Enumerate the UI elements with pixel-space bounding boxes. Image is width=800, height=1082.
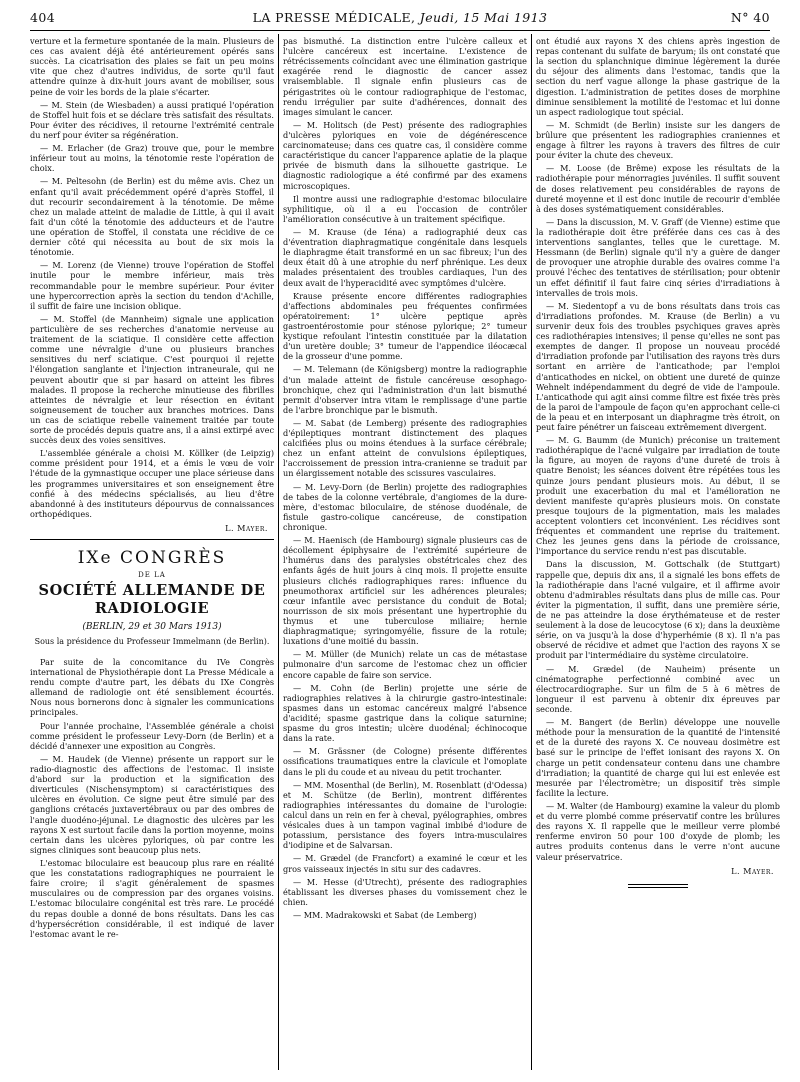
congress-number: IXe CONGRÈS bbox=[77, 548, 227, 569]
paragraph: — Dans la discussion, M. V. Graff (de Vienne) estime que la radiothérapie doit être préférée dans ces cas à des interventions sanglantes, telles que le curettage. M. Hessmann (de Berlin) signale qu'il n'y a guère de danger de provoquer une atrophie durable des ovaires comme l'a prouvé l'échec des tentatives de stérilisation; pour obtenir un effet définitif il faut faire cinq séries d'irradiations à intervalles de trois mois. bbox=[536, 216, 780, 298]
paragraph: — M. Sabat (de Lemberg) présente des radiographies d'épileptiques montrant distinctement des plaques calcifiées plus ou moins étendues à la surface cérébrale; chez un enfant atteint de convulsions épileptiques, l'accroissement de pression intra-cranienne se traduit par un élargissement notable des scissures vasculaires. bbox=[283, 417, 527, 479]
congress-de: DE LA bbox=[138, 571, 166, 580]
header-rule bbox=[30, 30, 770, 31]
paragraph: — M. Siedentopf a vu de bons résultats dans trois cas d'irradiations profondes. M. Krause (de Berlin) a vu survenir deux fois des troubles psychiques graves après ces radiothérapies intensives; il pense qu'elles ne sont pas exemptes de danger. Il propose un nouveau procédé d'irradiation profonde par l'utilisation des rayons très durs sortant en arrière de l'anticathode; par l'emploi d'anticathodes en nickel, on obtient une dureté de quinze Wehnelt indépendamment du degré de vide de l'ampoule. L'anticathode qui agit ainsi comme filtre est fixée très près de la paroi de l'ampoule de façon qu'en approchant celle-ci de la peau et en interposant un diaphragme très étroit, on peut faire pénétrer un faisceau extrêmement divergent. bbox=[536, 300, 780, 433]
paragraph: — M. Krause (de Iéna) a radiographié deux cas d'éventration diaphragmatique congénitale dans lesquels le diaphragme était transformé en un sac fibreux; l'un des deux était dû à une atrophie du nerf phrénique. Les deux malades présentaient des troubles cardiaques, l'un des deux avait de l'hyperacidité avec symptômes d'ulcère. bbox=[283, 226, 527, 288]
paragraph: — M. Peltesohn (de Berlin) est du même avis. Chez un enfant qu'il avait précédemment opéré d'après Stoffel, il dut recourir secondairement à la ténotomie. De même chez un malade atteint de maladie de Little, à qui il avait fait d'un côté la ténotomie des adducteurs et de l'autre une opération de Stoffel, il constata une récidive de ce dernier côté qui nécessita au bout de six mois la ténotomie. bbox=[30, 176, 274, 258]
column-divider bbox=[531, 34, 532, 1070]
column-2 bbox=[283, 36, 527, 1066]
section-rule bbox=[30, 539, 274, 540]
paragraph: Par suite de la concomitance du IVe Congrès international de Physiothérapie dont La Presse Médicale a rendu compte d'autre part, les débats du IXe Congrès allemand de radiologie ont été sensiblement écourtés. Nous nous bornerons donc à signaler les communications principales. bbox=[30, 656, 274, 718]
paragraph: — M. Haudek (de Vienne) présente un rapport sur le radio-diagnostic des affections de l'estomac. Il insiste d'abord sur la production et la signification des diverticules (Nischensymptom) si caractéristiques des ulcères en évolution. Ce signe peut être simulé par des ganglions crétacés juxtavertébraux ou par des ombres de l'angle duodéno-jéjunal. Le diagnostic des ulcères par les rayons X est surtout facile dans la portion moyenne, moins certain dans les ulcères pyloriques, où par contre les signes cliniques sont beaucoup plus nets. bbox=[30, 753, 274, 855]
paragraph: — M. Stein (de Wiesbaden) a aussi pratiqué l'opération de Stoffel huit fois et se déclare très satisfait des résultats. Pour éviter des récidives, il retourne l'extrémité centrale du nerf pour éviter sa régénération. bbox=[30, 99, 274, 140]
paragraph: — M. Walter (de Hambourg) examine la valeur du plomb et du verre plombé comme préservatif contre les brûlures des rayons X. Il rappelle que le meilleur verre plombé renferme environ 50 pour 100 d'oxyde de plomb; les autres produits contenus dans le verre n'ont aucune valeur préservatrice. bbox=[536, 800, 780, 862]
paragraph: Pour l'année prochaine, l'Assemblée générale a choisi comme président le professeur Levy-Dorn (de Berlin) et a décidé d'annexer une exposition au Congrès. bbox=[30, 720, 274, 751]
column-1 bbox=[30, 36, 274, 1066]
page-header bbox=[30, 10, 770, 28]
paragraph: — M. Erlacher (de Graz) trouve que, pour le membre inférieur tout au moins, la ténotomie reste l'opération de choix. bbox=[30, 143, 274, 174]
column-divider bbox=[278, 34, 279, 1070]
congress-heading bbox=[30, 548, 274, 647]
paragraph: — M. Hesse (d'Utrecht), présente des radiographies établissant les diverses phases du vomissement chez le chien. bbox=[283, 876, 527, 907]
paragraph: — M. Telemann (de Königsberg) montre la radiographie d'un malade atteint de fistule cancéreuse œsophago-bronchique, chez qui l'administration d'un lait bismuthé permit d'observer intra vitam le remplissage d'une partie de l'arbre bronchique par le bismuth. bbox=[283, 364, 527, 415]
paragraph: ont étudié aux rayons X des chiens après ingestion de repas contenant du sulfate de baryum; ils ont constaté que la section du splanchnique diminue légèrement la durée du séjour des aliments dans l'estomac, tandis que la section du nerf vague allonge la phase gastrique de la digestion. L'administration de petites doses de morphine diminue sensiblement la motilité de l'estomac et lui donne un aspect radiologique tout spécial. bbox=[536, 36, 780, 117]
paragraph: Krause présente encore différentes radiographies d'affections abdominales peu fréquentes confirmées opératoirement: 1° ulcère peptique après gastroentérostomie pour sténose pylorique; 2° tumeur kystique refoulant l'intestin constituée par la dilatation d'un uretère double; 3° tumeur de l'appendice iléocæcal de la grosseur d'une pomme. bbox=[283, 290, 527, 362]
signature: L. Mayer. bbox=[731, 865, 774, 876]
issue-number: N° 40 bbox=[730, 10, 770, 25]
paragraph: — M. G. Baumm (de Munich) préconise un traitement radiothérapique de l'acné vulgaire par irradiation de toute la figure, au moyen de rayons d'une dureté de trois à quatre Benoist; les séances doivent être répétées tous les quinze jours pendant plusieurs mois. Au début, il se produit une exacerbation du mal et l'amélioration ne devient manifeste qu'après plusieurs mois. On constate presque toujours de la pigmentation, mais les malades acceptent volontiers cet inconvénient. Les récidives sont fréquentes et commandent une reprise du traitement. Chez les jeunes gens dans la période de croissance, l'importance du service rendu n'est pas discutable. bbox=[536, 435, 780, 557]
paragraph: L'estomac biloculaire est beaucoup plus rare en réalité que les constatations radiographiques ne pourraient le faire croire; il s'agit généralement de spasmes musculaires ou de compression par des organes voisins. L'estomac biloculaire congénital est très rare. Le procédé du repas double a donné de bons résultats. Dans les cas d'hypersécrétion considérable, il est indiqué de laver l'estomac avant le re- bbox=[30, 857, 274, 939]
paragraph: — M. Loose (de Brême) expose les résultats de la radiothérapie pour ménorragies juvéniles. Il suffit souvent de doses relativement peu considérables de rayons de dureté moyenne et il est donc inutile de recourir d'emblée à des doses systématiquement considérables. bbox=[536, 163, 780, 214]
paragraph: — M. Bangert (de Berlin) développe une nouvelle méthode pour la mensuration de la quantité de l'intensité et de la dureté des rayons X. Ce nouveau dosimètre est basé sur le principe de l'effet ionisant des rayons X. On charge un petit condensateur contenu dans une chambre d'irradiation; la quantité de charge qui lui est enlevée est mesurée par l'électromètre; un dispositif très simple facilite la lecture. bbox=[536, 717, 780, 798]
journal-name: LA PRESSE MÉDICALE, bbox=[252, 10, 416, 25]
paragraph: — MM. Mosenthal (de Berlin), M. Rosenblatt (d'Odessa) et M. Schütze (de Berlin), montrent différentes radiographies intéressantes du domaine de l'urologie: calcul dans un rein en fer à cheval, pyélographies, ombres vésicales dues à un tampon vaginal imbibé d'iodure de potassium, persistance des foyers intra-musculaires d'iodipine et de Salvarsan. bbox=[283, 779, 527, 851]
end-ornament bbox=[628, 884, 688, 888]
paragraph: — M. Stoffel (de Mannheim) signale une application particulière de ses recherches d'anatomie nerveuse au traitement de la sciatique. Il considère cette affection comme une névralgie d'une ou plusieurs branches sensitives du nerf sciatique. C'est pourquoi il rejette l'élongation sanglante et l'injection intraneurale, qui ne peuvent aboutir que si par hasard on atteint les fibres malades. Il propose la recherche minutieuse des fibrilles atteintes de névralgie et leur résection en évitant soigneusement de toucher aux branches motrices. Dans un cas de sciatique rebelle vainement traitée par toute sorte de procédés depuis quatre ans, il a ainsi extirpé avec succès deux des voies sensitives. bbox=[30, 313, 274, 446]
running-title bbox=[30, 10, 770, 25]
paragraph: verture et la fermeture spontanée de la main. Plusieurs de ces cas avaient déjà été antérieurement opérés sans succès. La cicatrisation des plaies se fait un peu moins vite que chez d'autres individus, de sorte qu'il faut attendre quinze à dix-huit jours avant de mobiliser, sous peine de voir les bords de la plaie s'écarter. bbox=[30, 36, 274, 97]
column-3 bbox=[536, 36, 780, 1066]
paragraph: — M. Haenisch (de Hambourg) signale plusieurs cas de décollement épiphysaire de l'extrémité supérieure de l'humérus dans des paralysies obstétricales chez des enfants âgés de huit jours à cinq mois. Il projette ensuite plusieurs clichés radiographiques rares: influence du pneumothorax artificiel sur les adhérences pleurales; cœur infantile avec persistance du conduit de Botal; nourrisson de six mois présentant une hypertrophie du thymus et une tuberculose miliaire; hernie diaphragmatique; syringomyélie, fissure de la rotule; luxations d'une moitié du bassin. bbox=[283, 535, 527, 647]
paragraph: L'assemblée générale a choisi M. Köllker (de Leipzig) comme président pour 1914, et a émis le vœu de voir l'étude de la gymnastique occuper une place sérieuse dans les programmes universitaires et son enseignement être confié à des médecins spécialisés, au lieu d'être abandonné à des instituteurs dépourvus de connaissances orthopédiques. bbox=[30, 448, 274, 519]
paragraph: Dans la discussion, M. Gottschalk (de Stuttgart) rappelle que, depuis dix ans, il a signalé les bons effets de la radiothérapie dans l'acné vulgaire, et il affirme avoir obtenu d'admirables résultats dans plus de mille cas. Pour éviter la pigmentation, il suffit, dans une première série, de ne pas atteindre la dose érythémateuse et de rester seulement à la dose de leucocytose (6 x); dans la deuxième série, on va jusqu'à la dose d'hyperhémie (8 x). Il n'a pas observé de récidive et admet que l'action des rayons X se produit par l'intermédiaire du système circulatoire. bbox=[536, 559, 780, 661]
paragraph: — M. Levy-Dorn (de Berlin) projette des radiographies de tabes de la colonne vertébrale, d'angiomes de la dure-mère, d'estomac biloculaire, de sténose duodénale, de fistule gastro-colique cancéreuse, de constipation chronique. bbox=[283, 481, 527, 533]
paragraph: — M. Holitsch (de Pest) présente des radiographies d'ulcères pyloriques en voie de dégénérescence carcinomateuse; dans ces quatre cas, il considère comme caractéristique du cancer l'apparence aplatie de la plaque privée de bismuth dans la silhouette gastrique. Le diagnostic radiologique a été confirmé par des examens microscopiques. bbox=[283, 119, 527, 191]
paragraph: Il montre aussi une radiographie d'estomac biloculaire syphilitique, où il a eu l'occasion de contrôler l'amélioration consécutive à un traitement spécifique. bbox=[283, 193, 527, 224]
paragraph: — M. Schmidt (de Berlin) insiste sur les dangers de brûlure que présentent les radiographies craniennes et engage à filtrer les rayons à travers des filtres de cuir pour éviter la chute des cheveux. bbox=[536, 119, 780, 161]
congress-location: (BERLIN, 29 et 30 Mars 1913) bbox=[82, 621, 222, 632]
paragraph: — M. Lorenz (de Vienne) trouve l'opération de Stoffel inutile pour le membre inférieur, mais très recommandable pour le membre supérieur. Pour éviter une hypercorrection après la section du tendon d'Achille, il suffit de faire une incision oblique. bbox=[30, 260, 274, 311]
paragraph: — M. Grässner (de Cologne) présente différentes ossifications traumatiques entre la clavicule et l'omoplate dans le pli du coude et au niveau du petit trochanter. bbox=[283, 746, 527, 777]
paragraph: — M. Müller (de Munich) relate un cas de métastase pulmonaire d'un sarcome de l'estomac chez un officier encore capable de faire son service. bbox=[283, 649, 527, 680]
society-name: SOCIÉTÉ ALLEMANDE DE RADIOLOGIE bbox=[38, 581, 266, 617]
congress-presidency: Sous la présidence du Professeur Immelmann (de Berlin). bbox=[34, 636, 270, 646]
paragraph: — M. Grædel (de Francfort) a examiné le cœur et les gros vaisseaux injectés in situ sur des cadavres. bbox=[283, 853, 527, 874]
signature: L. Mayer. bbox=[225, 523, 268, 534]
paragraph: — MM. Madrakowski et Sabat (de Lemberg) bbox=[293, 909, 477, 920]
paragraph: — M. Cohn (de Berlin) projette une série de radiographies relatives à la chirurgie gastro-intestinale: spasmes dans un estomac cancéreux malgré l'absence d'acidité; spasme gastrique dans la colique saturnine; spasme du gros intestin; ulcère duodénal; échinocoque dans la rate. bbox=[283, 682, 527, 744]
issue-date: Jeudi, 15 Mai 1913 bbox=[419, 10, 548, 25]
paragraph: pas bismuthé. La distinction entre l'ulcère calleux et l'ulcère cancéreux est incertaine. L'existence de rétrécissements coïncidant avec une élimination gastrique exagérée rend le diagnostic de cancer assez vraisemblable. Il signale enfin plusieurs cas de périgastrites où le contour radiographique de l'estomac, rendu irrégulier par suite d'adhérences, donnait des images simulant le cancer. bbox=[283, 36, 527, 117]
paragraph: — M. Grædel (de Nauheim) présente un cinématographe perfectionné combiné avec un électrocardiographe. Sur un film de 5 à 6 mètres de longueur il est parvenu à obtenir dix épreuves par seconde. bbox=[536, 663, 780, 714]
page-number: 404 bbox=[30, 10, 56, 25]
